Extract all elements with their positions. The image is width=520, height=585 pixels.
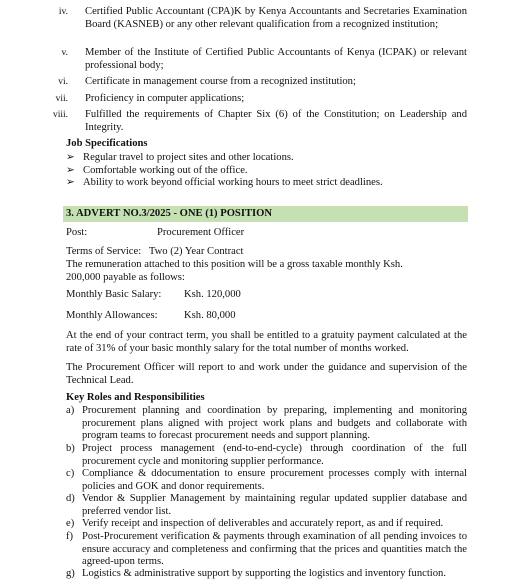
responsibility-letter: e) [66, 518, 75, 529]
allowance-label: Monthly Allowances: [66, 310, 158, 321]
qualification-text: Member of the Institute of Certified Public Accountants of Kenya (ICPAK) or relevant professional body; [85, 47, 467, 71]
arrow-bullet-icon: ➢ [66, 152, 75, 163]
responsibility-text: Verify receipt and inspection of deliverables and accurately report, as and if required. [82, 518, 444, 529]
responsibility-letter: f) [66, 531, 74, 542]
allowance-value: Ksh. 80,000 [184, 310, 236, 321]
advert-title: 3. ADVERT NO.3/2025 - ONE (1) POSITION [66, 208, 273, 219]
reporting-text: The Procurement Officer will report to and work under the guidance and supervision of the Technical Lead. [66, 362, 467, 386]
key-roles-heading: Key Roles and Responsibilities [66, 392, 205, 403]
responsibility-text: Vendor & Supplier Management by maintaining regular updated supplier database and preferred vendor list. [82, 493, 467, 517]
qualification-text: Certificate in management course from a recognized institution; [85, 76, 356, 87]
qualification-text: Proficiency in computer applications; [85, 93, 245, 104]
responsibility-text: Procurement planning and coordination by preparing, implementing and monitoring procurement plans aligned with project work plans and budgets and collaborate with program teams to forecast procurement needs and support planning. [82, 405, 467, 441]
job-specifications-heading: Job Specifications [66, 138, 148, 149]
responsibility-text: Post-Procurement verification & payments through examination of all pending invoices to ensure accuracy and completeness and confirming that the prices and quantities match the agreed-upon terms. [82, 531, 467, 567]
responsibility-text: Project process management (end-to-end-cycle) through coordination of the full procurement cycle and monitoring supplier performance. [82, 443, 467, 467]
qualification-number: viii. [52, 110, 68, 120]
post-value: Procurement Officer [157, 227, 245, 238]
job-spec-text: Comfortable working out of the office. [83, 165, 248, 176]
remuneration-text: The remuneration attached to this position will be a gross taxable monthly Ksh. 200,000 payable as follows: [66, 259, 403, 283]
job-spec-text: Regular travel to project sites and other locations. [83, 152, 294, 163]
salary-value: Ksh. 120,000 [184, 289, 241, 300]
terms-of-service: Terms of Service: Two (2) Year Contract [66, 246, 244, 257]
job-spec-text: Ability to work beyond official working hours to meet strict deadlines. [83, 177, 383, 188]
qualification-number: v. [61, 48, 68, 58]
responsibility-letter: c) [66, 468, 75, 479]
responsibility-text: Logistics & administrative support by supporting the logistics and inventory function. [82, 568, 446, 579]
qualification-number: vii. [55, 94, 68, 104]
responsibility-letter: a) [66, 405, 75, 416]
responsibility-letter: g) [66, 568, 75, 579]
arrow-bullet-icon: ➢ [66, 165, 75, 176]
post-label: Post: [66, 227, 88, 238]
gratuity-text: At the end of your contract term, you shall be entitled to a gratuity payment calculated at the rate of 31% of your basic monthly salary for the total number of months worked. [66, 330, 467, 354]
responsibility-letter: d) [66, 493, 75, 504]
arrow-bullet-icon: ➢ [66, 177, 75, 188]
qualification-number: vi. [58, 77, 68, 87]
responsibility-text: Compliance & ddocumentation to ensure procurement processes comply with internal policies and GOK and donor requirements. [82, 468, 467, 492]
responsibility-letter: b) [66, 443, 75, 454]
qualification-number: iv. [58, 7, 68, 17]
salary-label: Monthly Basic Salary: [66, 289, 162, 300]
advert-heading-bar [63, 206, 468, 222]
qualification-text: Fulfilled the requirements of Chapter Six (6) of the Constitution; on Leadership and Integrity. [85, 109, 467, 133]
qualification-text: Certified Public Accountant (CPA)K by Kenya Accountants and Secretaries Examination Board (KASNEB) or any other relevant qualification from a recognized institution; [85, 6, 467, 30]
